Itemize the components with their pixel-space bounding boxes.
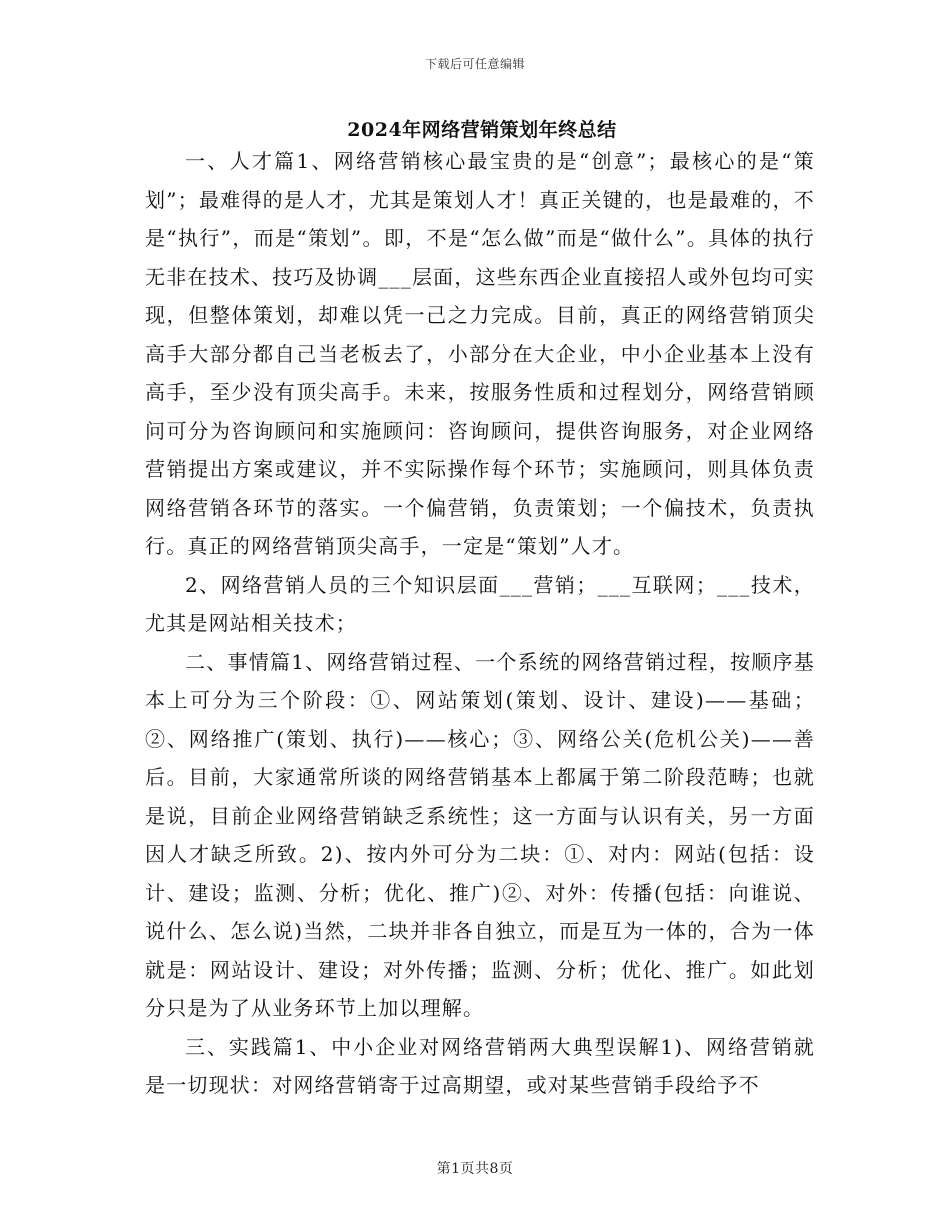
page-number-footer: 第1页共8页: [436, 1161, 514, 1177]
paragraph-talent: 一、人才篇1、网络营销核心最宝贵的是“创意”；最核心的是“策划”；最难得的是人才，尤其是策划人才！真正关键的，也是最难的，不是“执行”，而是“策划”。即，不是“怎么做”而是“做什么”。具体的执行无非在技术、技巧及协调___层面，这些东西企业直接招人或外包均可实现，但整体策划，却难以凭一己之力完成。目前，真正的网络营销顶尖高手大部分都自己当老板去了，小部分在大企业，中小企业基本上没有高手，至少没有顶尖高手。未来，按服务性质和过程划分，网络营销顾问可分为咨询顾问和实施顾问：咨询顾问，提供咨询服务，对企业网络营销提出方案或建议，并不实际操作每个环节；实施顾问，则具体负责网络营销各环节的落实。一个偏营销，负责策划；一个偏技术，负责执行。真正的网络营销顶尖高手，一定是“策划”人才。: [145, 149, 815, 558]
document-title: 2024年网络营销策划年终总结: [347, 119, 617, 141]
paragraph-practice: 三、实践篇1、中小企业对网络营销两大典型误解1)、网络营销就是一切现状：对网络营销寄于过高期望，或对某些营销手段给予不: [145, 1034, 815, 1097]
document-body: [145, 142, 815, 1105]
paragraph-process: 二、事情篇1、网络营销过程、一个系统的网络营销过程，按顺序基本上可分为三个阶段：①、网站策划(策划、设计、建设)——基础；②、网络推广(策划、执行)——核心；③、网络公关(危机公关)——善后。目前，大家通常所谈的网络营销基本上都属于第二阶段范畴；也就是说，目前企业网络营销缺乏系统性；这一方面与认识有关，另一方面因人才缺乏所致。2)、按内外可分为二块：①、对内：网站(包括：设计、建设；监测、分析；优化、推广)②、对外：传播(包括：向谁说、说什么、怎么说)当然，二块并非各自独立，而是互为一体的，合为一体就是：网站设计、建设；对外传播；监测、分析；优化、推广。如此划分只是为了从业务环节上加以理解。: [145, 649, 815, 1020]
page-header-note: 下载后可任意编辑: [424, 57, 525, 71]
paragraph-knowledge-levels: 2、网络营销人员的三个知识层面___营销；___互联网；___技术，尤其是网站相关技术；: [145, 572, 815, 635]
